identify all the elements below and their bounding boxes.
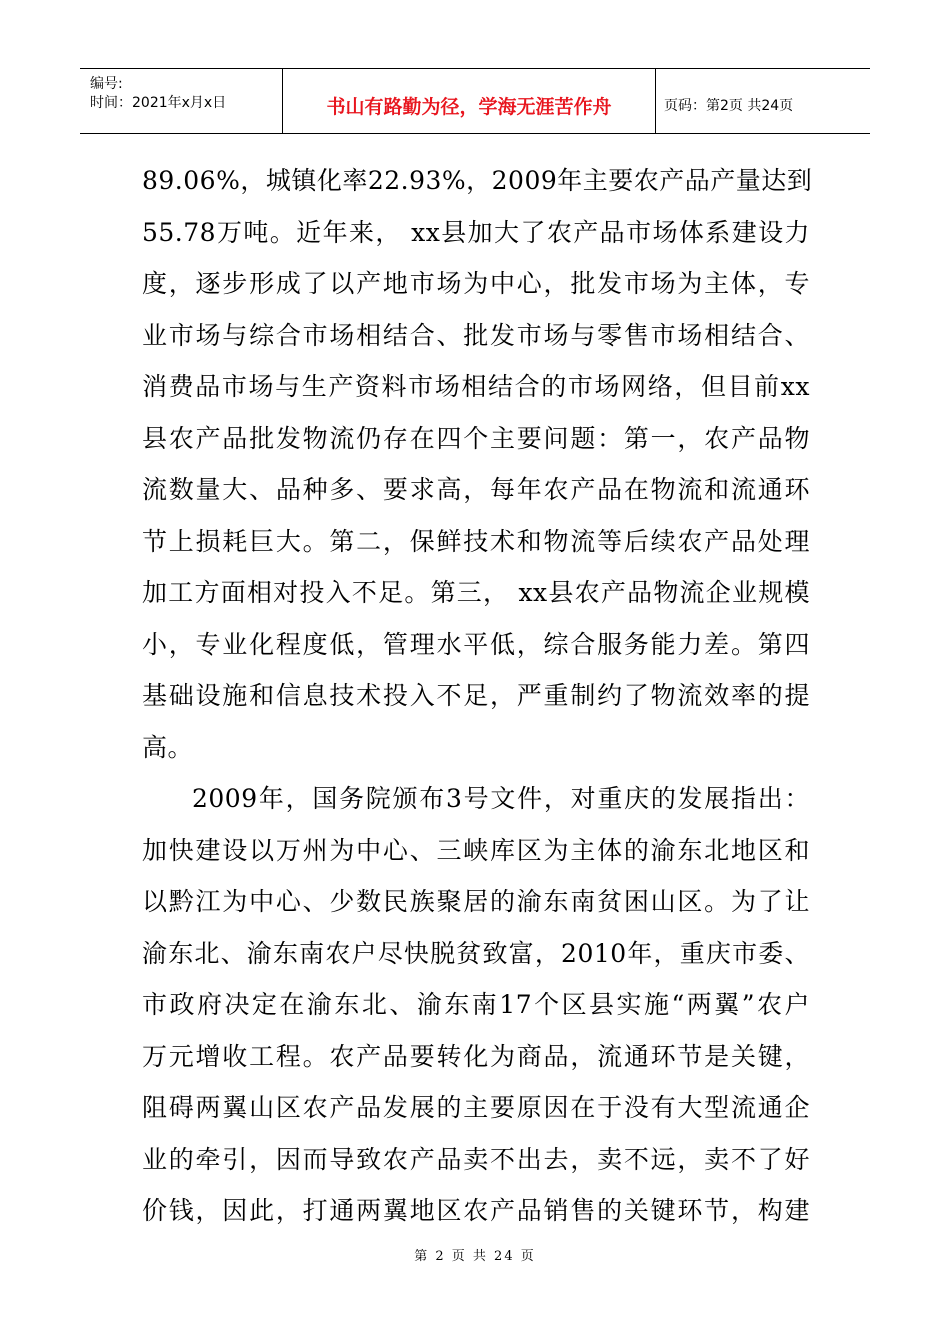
text-line: 消费品市场与生产资料市场相结合的市场网络，但目前xx [142, 372, 810, 401]
text-line: 度，逐步形成了以产地市场为中心，批发市场为主体，专 [142, 269, 810, 298]
text-line: 万元增收工程。农产品要转化为商品，流通环节是关键， [142, 1041, 810, 1071]
text-line: 流数量大、品种多、要求高，每年农产品在物流和流通环 [142, 475, 810, 504]
text-line: 基础设施和信息技术投入不足，严重制约了物流效率的提 [142, 681, 810, 710]
document-time-label: 时间：2021年x月x日 [90, 95, 227, 111]
text-line: 以黔江为中心、少数民族聚居的渝东南贫困山区。为了让 [142, 887, 810, 916]
text-line: 业的牵引，因而导致农产品卖不出去，卖不远，卖不了好 [142, 1144, 810, 1174]
text-line: 55.78万吨。近年来， xx县加大了农产品市场体系建设力 [142, 217, 810, 247]
text-line: 加工方面相对投入不足。第三， xx县农产品物流企业规模 [142, 578, 810, 607]
header-motto: 书山有路勤为径，学海无涯苦作舟 [283, 69, 656, 133]
text-line: 价钱，因此，打通两翼地区农产品销售的关键环节，构建 [142, 1196, 810, 1225]
text-line: 89.06%，城镇化率22.93%，2009年主要农产品产量达到 [142, 166, 813, 195]
text-line: 县农产品批发物流仍存在四个主要问题：第一，农产品物 [142, 423, 810, 453]
text-line: 渝东北、渝东南农户尽快脱贫致富，2010年，重庆市委、 [142, 938, 810, 968]
text-line: 业市场与综合市场相结合、批发市场与零售市场相结合、 [142, 320, 810, 350]
text-line: 节上损耗巨大。第二，保鲜技术和物流等后续农产品处理 [142, 526, 810, 556]
document-body [142, 155, 813, 1237]
header-meta [80, 69, 283, 133]
text-line: 加快建设以万州为中心、三峡库区为主体的渝东北地区和 [142, 835, 810, 865]
page-footer: 第 2 页 共 24 页 [414, 1249, 536, 1264]
text-line: 市政府决定在渝东北、渝东南17个区县实施“两翼”农户 [142, 990, 810, 1019]
header-page-info: 页码：第2页 共24页 [664, 98, 794, 114]
text-line: 小，专业化程度低，管理水平低，综合服务能力差。第四 [142, 629, 810, 659]
document-header [80, 68, 870, 134]
document-number-label: 编号: [90, 76, 123, 92]
paragraph-first-line: 2009年，国务院颁布3号文件，对重庆的发展指出： [192, 784, 810, 813]
text-line: 阻碍两翼山区农产品发展的主要原因在于没有大型流通企 [142, 1093, 810, 1122]
text-line: 高。 [142, 732, 194, 762]
